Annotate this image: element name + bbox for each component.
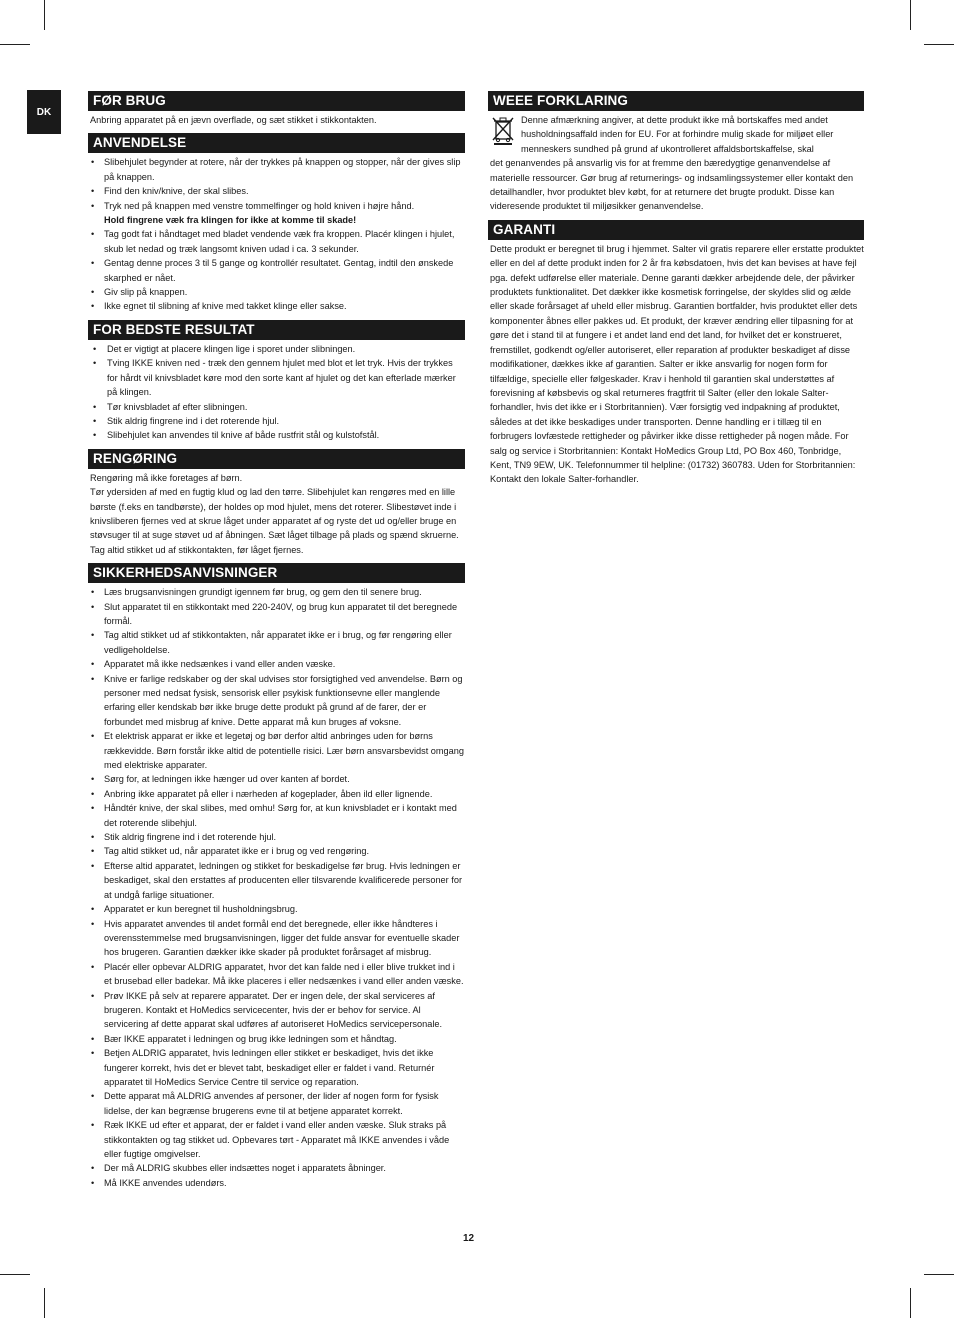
section-heading: FØR BRUG bbox=[88, 91, 465, 111]
weee-block bbox=[488, 113, 864, 214]
list-item: • Slibehjulet kan anvendes til knive af både rustfrit stål og kulstofstål. bbox=[88, 428, 465, 442]
section-heading: FOR BEDSTE RESULTAT bbox=[88, 320, 465, 340]
crop-mark bbox=[0, 1274, 30, 1275]
list-item: • Knive er farlige redskaber og der skal udvises stor forsigtighed ved anvendelse. Børn og personer med nedsat fysisk, sensorisk eller psykisk funktionsevne eller manglende erfaring eller kendskab bør ikke bruge dette produkt på grund af de farer, der er forbundet med misbrug af knive. Dette apparat må kun bruges af voksne. bbox=[88, 672, 465, 730]
section-heading: SIKKERHEDSANVISNINGER bbox=[88, 563, 465, 583]
list-item: • Det er vigtigt at placere klingen lige i sporet under slibningen. bbox=[88, 342, 465, 356]
section-heading: GARANTI bbox=[488, 220, 864, 240]
list-item: • Bær IKKE apparatet i ledningen og brug ikke ledningen som et håndtag. bbox=[88, 1032, 465, 1046]
bullet-list bbox=[88, 585, 465, 1190]
list-item: • Placér eller opbevar ALDRIG apparatet, hvor det kan falde ned i eller blive trukket ind i et brusebad eller badekar. Må ikke placeres i eller nedsænkes i vand eller anden væske. bbox=[88, 960, 465, 989]
weee-text-rest: det genanvendes på ansvarlig vis for at fremme den bæredygtige genanvendelse af materielle ressourcer. Gør brug af returnerings- og indsamlingssystemer eller kontakt den detailhandler, hvor produktet blev købt, for at returnere det brugte produkt. Disse kan videresende produktet til miljøsikker genanvendelse. bbox=[490, 158, 854, 212]
crop-mark bbox=[44, 0, 45, 30]
list-item: • Tving IKKE kniven ned - træk den gennem hjulet med blot et let tryk. Hvis der trykkes for hårdt vil knivsbladet køre mod den sorte kant af hjulet og det kan efterlade mærker på klingen. bbox=[88, 356, 465, 399]
crop-mark bbox=[924, 1274, 954, 1275]
list-item: • Et elektrisk apparat er ikke et legetøj og bør derfor altid anbringes uden for børns rækkevidde. Børn forstår ikke altid de potentielle risici. Lær børn ansvarsbevidst omgang med elektriske apparater. bbox=[88, 729, 465, 772]
list-item: • Ikke egnet til slibning af knive med takket klinge eller sakse. bbox=[88, 299, 465, 313]
list-item: • Tør knivsbladet af efter slibningen. bbox=[88, 400, 465, 414]
list-item: • Apparatet må ikke nedsænkes i vand eller anden væske. bbox=[88, 657, 465, 671]
crossed-out-wheelie-bin-icon bbox=[490, 115, 516, 145]
section-text: Rengøring må ikke foretages af børn. bbox=[90, 472, 243, 483]
list-item: • Slibehjulet begynder at rotere, når der trykkes på knappen og stopper, når der gives slip på knappen. bbox=[88, 155, 465, 184]
list-item: • Tag altid stikket ud, når apparatet ikke er i brug og ved rengøring. bbox=[88, 844, 465, 858]
section-text: Dette produkt er beregnet til brug i hjemmet. Salter vil gratis reparere eller erstatte produktet eller en del af dette produkt inden for 2 år fra købsdatoen, hvis det kan bevises at have fejl pga. defekt udførelse eller materiale. Denne garanti dækker arbejdende dele, der påvirker produktets funktionalitet. Det dækker ikke kosmetisk forringelse, der skyldes slid og ælde eller skade forårsaget af uheld eller misbrug. Garantien bortfalder, hvis produktet eller dets komponenter åbnes eller pakkes ud. Et produkt, der kræver ændring eller tilpasning for at gøre det i stand til at fungere i et andet land end det land, for hvilket det er konstrueret, fremstillet, godkendt og/eller autoriseret, eller reparation af produkter beskadiget af disse modifikationer, dækkes ikke af garantien. Salter er ikke ansvarlig for nogen form for tilfældige, specielle eller følgeskader. Krav i henhold til garantien skal understøttes af forevisning af købsbevis og skal returneres fragtfrit til Salter (eller den lokale Salter-forhandler, hvis det ikke er i Storbritannien). Vær forsigtig ved indpakning af produktet, således at det ikke beskadiges under transporten. Denne handling er i tillæg til en forbrugers lovfæstede rettigheder og påvirker ikke disse rettigheder på nogen måde. For salg og service i Storbritannien: Kontakt HoMedics Group Ltd, PO Box 460, Tonbridge, Kent, TN9 9EW, UK. Telefonnummer til helpline: (01732) 360783. Uden for Storbritannien: Kontakt den lokale Salter-forhandler. bbox=[490, 243, 864, 485]
list-item: • Må IKKE anvendes udendørs. bbox=[88, 1176, 465, 1190]
list-item: • Tryk ned på knappen med venstre tommelfinger og hold kniven i højre hånd. Hold fingrene væk fra klingen for ikke at komme til skade! bbox=[88, 199, 465, 228]
list-item: • Læs brugsanvisningen grundigt igennem før brug, og gem den til senere brug. bbox=[88, 585, 465, 599]
list-item: • Efterse altid apparatet, ledningen og stikket for beskadigelse før brug. Hvis ledningen er beskadiget, skal den erstattes af producenten eller tilsvarende kvalificerede personer for at undgå farlige situationer. bbox=[88, 859, 465, 902]
list-item: • Find den kniv/knive, der skal slibes. bbox=[88, 184, 465, 198]
list-item: • Betjen ALDRIG apparatet, hvis ledningen eller stikket er beskadiget, hvis det ikke fungerer korrekt, hvis det er blevet tabt, beskadiget eller er faldet i vand. Returnér apparatet til HoMedics Service Centre til service og reparation. bbox=[88, 1046, 465, 1089]
list-item: • Håndtér knive, der skal slibes, med omhu! Sørg for, at kun knivsbladet er i kontakt med det roterende slibehjul. bbox=[88, 801, 465, 830]
list-item: • Gentag denne proces 3 til 5 gange og kontrollér resultatet. Gentag, indtil den ønskede skarphed er nået. bbox=[88, 256, 465, 285]
list-item: • Sørg for, at ledningen ikke hænger ud over kanten af bordet. bbox=[88, 772, 465, 786]
list-item: • Slut apparatet til en stikkontakt med 220-240V, og brug kun apparatet til det beregnede formål. bbox=[88, 600, 465, 629]
list-item: • Giv slip på knappen. bbox=[88, 285, 465, 299]
section-rengoring bbox=[88, 449, 465, 557]
section-text: Anbring apparatet på en jævn overflade, og sæt stikket i stikkontakten. bbox=[90, 115, 377, 125]
list-item: • Anbring ikke apparatet på eller i nærheden af kogeplader, åben ild eller lignende. bbox=[88, 787, 465, 801]
crop-mark bbox=[910, 1288, 911, 1318]
list-item: • Prøv IKKE på selv at reparere apparatet. Der er ingen dele, der skal serviceres af brugeren. Kontakt et HoMedics servicecenter, hvis der er behov for service. Al servicering af dette apparat skal udføres af autoriseret HoMedics servicepersonale. bbox=[88, 989, 465, 1032]
section-anvendelse bbox=[88, 133, 465, 313]
section-heading: RENGØRING bbox=[88, 449, 465, 469]
list-item: • Tag altid stikket ud af stikkontakten, når apparatet ikke er i brug, og før rengøring eller vedligeholdelse. bbox=[88, 628, 465, 657]
list-item: • Der må ALDRIG skubbes eller indsættes noget i apparatets åbninger. bbox=[88, 1161, 465, 1175]
section-bedste-resultat bbox=[88, 320, 465, 443]
bullet-list bbox=[88, 155, 465, 313]
crop-mark bbox=[924, 44, 954, 45]
section-text: Tør ydersiden af med en fugtig klud og lad den tørre. Slibehjulet kan rengøres med en lille børste (f.eks en tandbørste), der holdes op mod hjulet, mens det roterer. Slibestøvet inde i knivsliberen fjernes ved at skrue låget under apparatet af og ryste det ud og/eller bruge en støvsuger til at suge støvet ud af åbningen. Sæt låget tilbage på plads og spænd skruerne. Tag altid stikket ud af stikkontakten, før låget fjernes. bbox=[90, 487, 459, 555]
list-item: • Ræk IKKE ud efter et apparat, der er faldet i vand eller anden væske. Sluk straks på stikkontakten og tag stikket ud. Opbevares tørt - Apparatet må IKKE anvendes i våde eller fugtige omgivelser. bbox=[88, 1118, 465, 1161]
list-item: • Hvis apparatet anvendes til andet formål end det beregnede, eller ikke håndteres i overensstemmelse med brugsanvisningen, ligger det fulde ansvar for eventuelle skader hos brugeren. Garantien dækker ikke skader på produktet forårsaget af misbrug. bbox=[88, 917, 465, 960]
section-sikkerhed bbox=[88, 563, 465, 1190]
bullet-list bbox=[88, 342, 465, 443]
list-item: • Stik aldrig fingrene ind i det roterende hjul. bbox=[88, 830, 465, 844]
section-garanti bbox=[488, 220, 864, 487]
list-item: • Stik aldrig fingrene ind i det roterende hjul. bbox=[88, 414, 465, 428]
crop-mark bbox=[44, 1288, 45, 1318]
section-weee bbox=[488, 91, 864, 214]
list-item: • Apparatet er kun beregnet til husholdningsbrug. bbox=[88, 902, 465, 916]
right-column bbox=[488, 91, 864, 491]
list-item: • Dette apparat må ALDRIG anvendes af personer, der lider af nogen form for fysisk lidelse, der kan begrænse brugerens evne til at betjene apparatet korrekt. bbox=[88, 1089, 465, 1118]
warning-note: Hold fingrene væk fra klingen for ikke at komme til skade! bbox=[104, 215, 357, 226]
section-heading: WEEE FORKLARING bbox=[488, 91, 864, 111]
list-item: • Tag godt fat i håndtaget med bladet vendende væk fra kroppen. Placér klingen i hjulet, skub let nedad og træk langsomt kniven udad i ca. 3 sekunder. bbox=[88, 227, 465, 256]
crop-mark bbox=[910, 0, 911, 30]
page-number: 12 bbox=[463, 1233, 475, 1244]
section-for-brug bbox=[88, 91, 465, 127]
weee-text-intro: Denne afmærkning angiver, at dette produkt ikke må bortskaffes med andet husholdningsaffald inden for EU. For at forhindre mulig skade for miljøet eller menneskers sundhed på grund af ukontrolleret affaldsbortskaffelse, skal bbox=[521, 115, 834, 154]
language-tab: DK bbox=[27, 90, 61, 134]
crop-mark bbox=[0, 44, 30, 45]
left-column bbox=[88, 91, 465, 1194]
section-heading: ANVENDELSE bbox=[88, 133, 465, 153]
